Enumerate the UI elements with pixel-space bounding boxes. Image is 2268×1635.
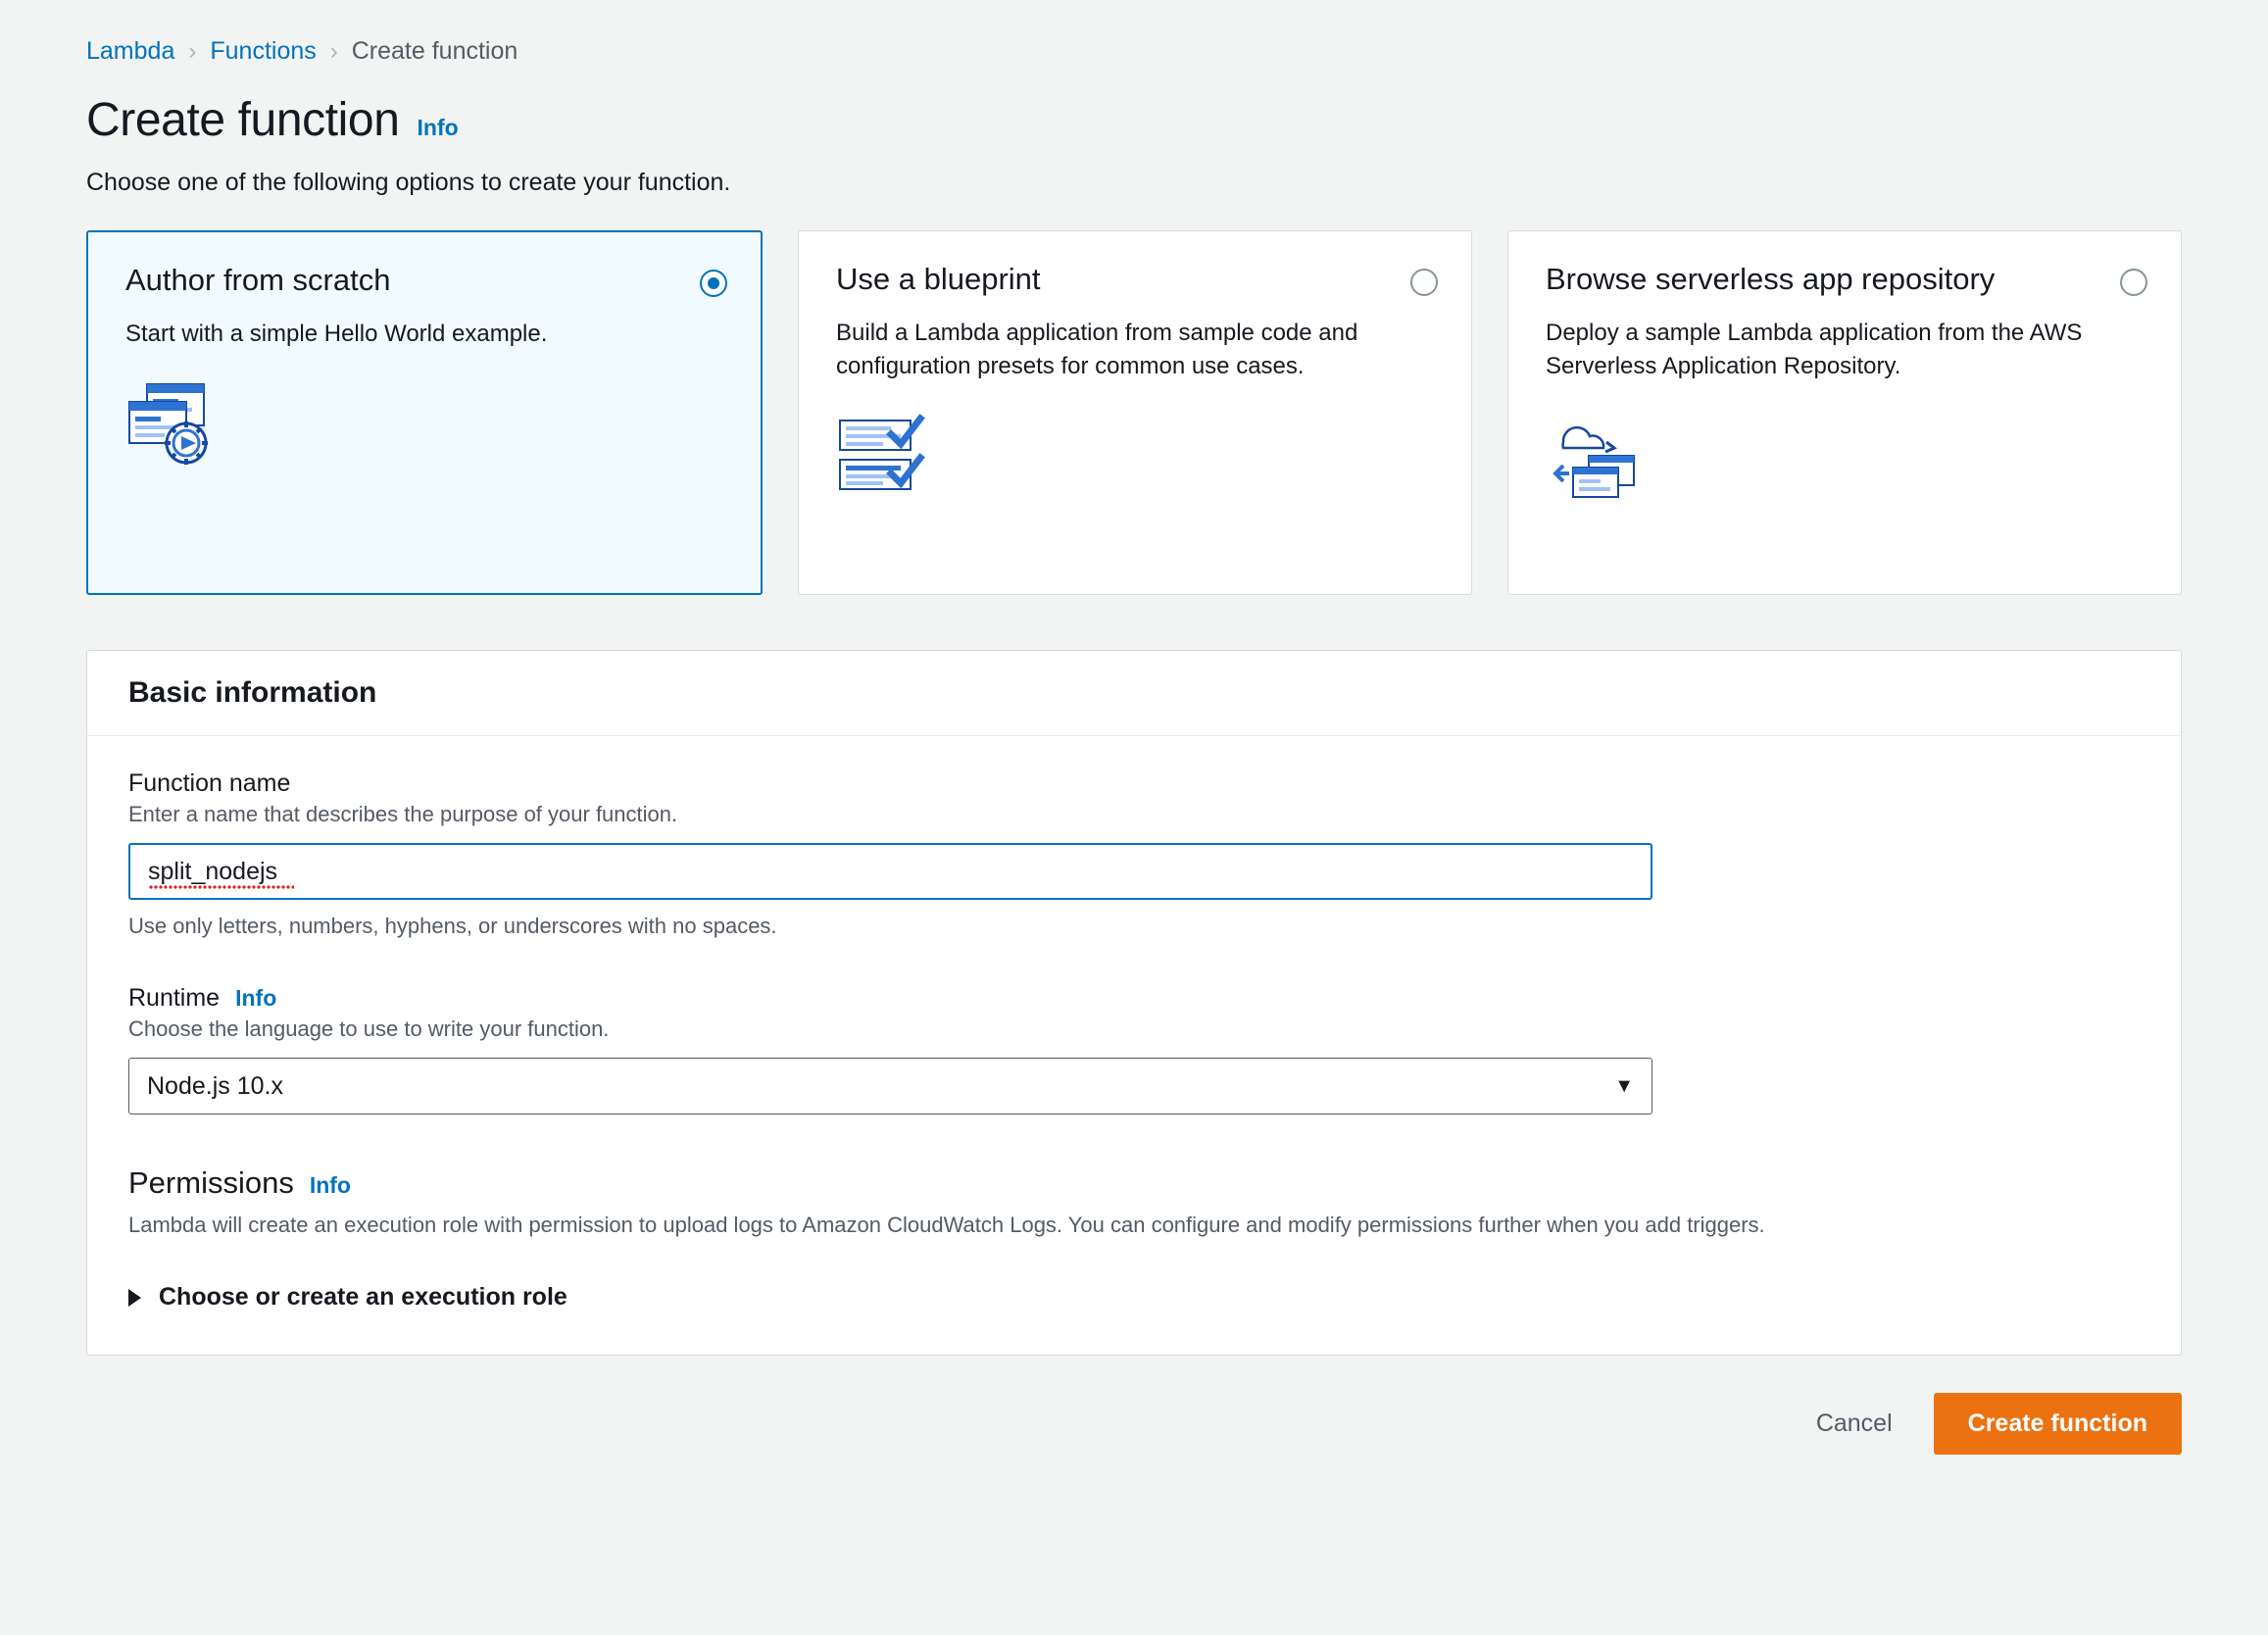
option-card-header	[836, 261, 1438, 297]
breadcrumb	[86, 39, 2182, 64]
option-title: Author from scratch	[125, 263, 391, 297]
option-description: Deploy a sample Lambda application from the AWS Serverless Application Repository.	[1546, 320, 2083, 380]
chevron-down-icon: ▼	[1614, 1074, 1634, 1097]
function-name-description: Enter a name that describes the purpose of your function.	[128, 802, 678, 826]
option-card-use-a-blueprint[interactable]	[798, 230, 1472, 595]
option-description: Start with a simple Hello World example.	[125, 321, 548, 348]
function-name-input[interactable]	[128, 843, 1652, 900]
cancel-button[interactable]: Cancel	[1808, 1398, 1900, 1450]
option-radio-use-a-blueprint[interactable]	[1410, 269, 1438, 296]
option-description: Build a Lambda application from sample code and configuration presets for common use cases.	[836, 320, 1358, 380]
runtime-select[interactable]	[128, 1058, 1652, 1115]
option-card-header	[1546, 261, 2147, 297]
runtime-info-link[interactable]: Info	[235, 985, 277, 1011]
runtime-selected-value: Node.js 10.x	[147, 1071, 283, 1100]
page-title: Create function	[86, 94, 400, 146]
permissions-title-row	[128, 1165, 2140, 1201]
code-window-gear-icon	[125, 380, 727, 471]
option-title: Use a blueprint	[836, 262, 1041, 296]
basic-information-panel	[86, 650, 2182, 1356]
execution-role-expander-label: Choose or create an execution role	[159, 1283, 567, 1311]
breadcrumb-separator-icon: ›	[188, 37, 197, 65]
permissions-info-link[interactable]: Info	[309, 1172, 351, 1198]
option-card-header	[125, 262, 727, 298]
blueprint-checklist-icon	[836, 413, 1438, 503]
cloud-sync-windows-icon	[1546, 413, 2147, 503]
function-name-input-wrapper	[128, 843, 1652, 900]
creation-option-cards	[86, 230, 2182, 595]
page-header	[86, 93, 2182, 147]
function-name-hint: Use only letters, numbers, hyphens, or underscores with no spaces.	[128, 914, 777, 938]
option-card-author-from-scratch[interactable]	[86, 230, 763, 595]
page-info-link[interactable]: Info	[417, 115, 459, 140]
form-actions	[86, 1393, 2182, 1504]
execution-role-expander[interactable]	[128, 1283, 2140, 1312]
breadcrumb-separator-icon: ›	[329, 37, 338, 65]
breadcrumb-item-lambda[interactable]: Lambda	[86, 37, 175, 65]
page-subtitle: Choose one of the following options to create your function.	[86, 169, 731, 196]
caret-right-icon	[128, 1289, 141, 1307]
breadcrumb-item-create-function: Create function	[351, 37, 518, 65]
option-radio-browse-serverless-app-repository[interactable]	[2120, 269, 2147, 296]
runtime-description: Choose the language to use to write your function.	[128, 1016, 610, 1041]
option-card-browse-serverless-app-repository[interactable]	[1507, 230, 2182, 595]
option-radio-author-from-scratch[interactable]	[700, 270, 727, 297]
create-function-button[interactable]: Create function	[1934, 1393, 2182, 1455]
panel-body	[87, 736, 2181, 1355]
permissions-title: Permissions	[128, 1165, 294, 1200]
runtime-label: Runtime	[128, 984, 221, 1012]
function-name-label: Function name	[128, 769, 291, 797]
runtime-label-row	[128, 984, 2140, 1013]
option-title: Browse serverless app repository	[1546, 262, 1996, 296]
permissions-description: Lambda will create an execution role with permission to upload logs to Amazon CloudWatch Logs. You can configure and modify permissions further when you add triggers.	[128, 1213, 1765, 1237]
panel-title: Basic information	[128, 676, 377, 709]
panel-header	[87, 651, 2181, 736]
breadcrumb-item-functions[interactable]: Functions	[210, 37, 317, 65]
